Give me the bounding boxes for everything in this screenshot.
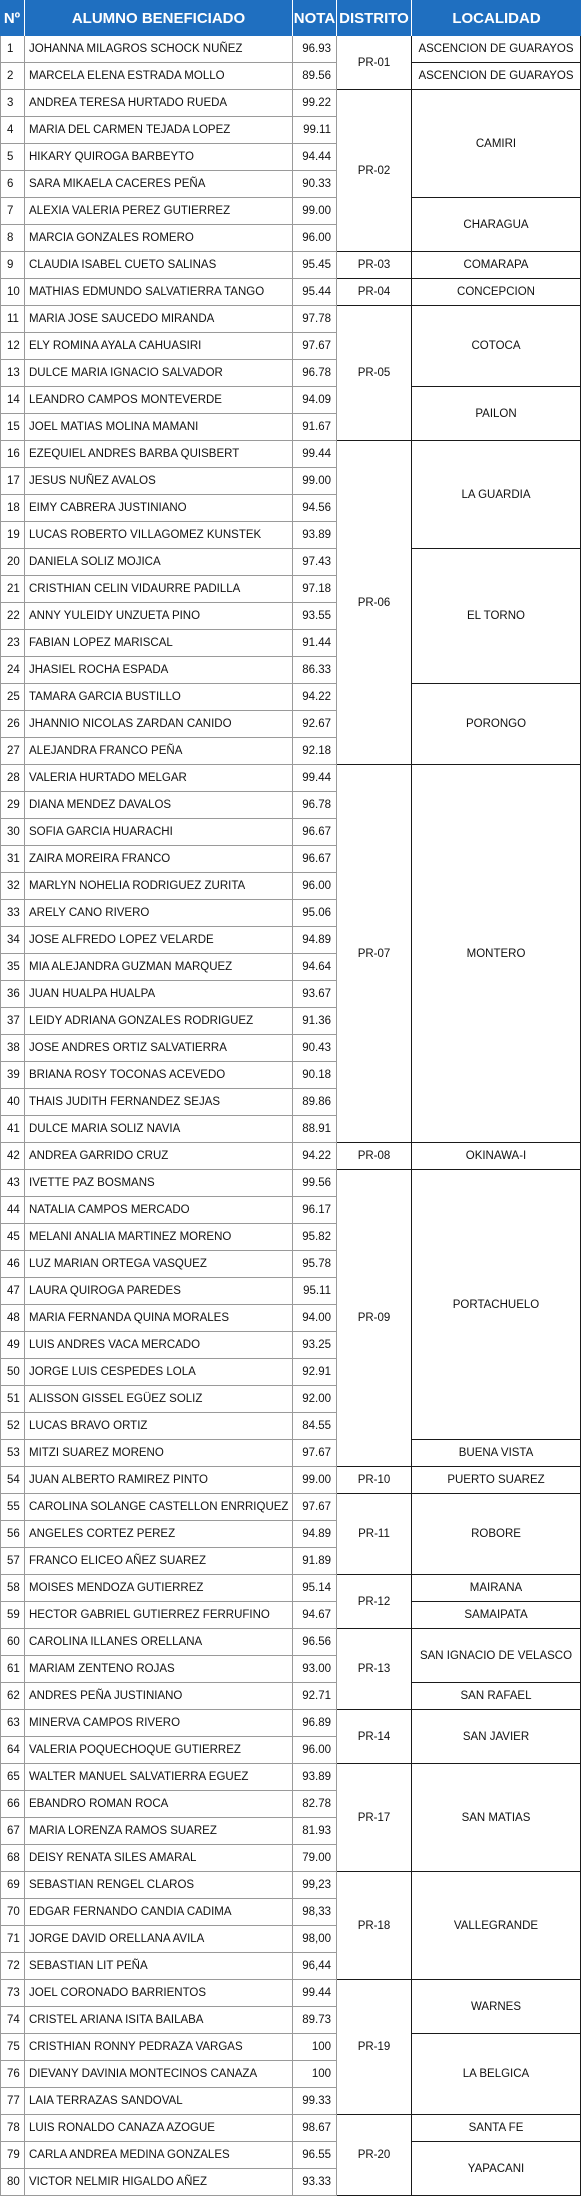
student-name: ANNY YULEIDY UNZUETA PINO bbox=[25, 603, 293, 630]
locality-cell: COTOCA bbox=[412, 306, 581, 387]
student-name: ANDREA GARRIDO CRUZ bbox=[25, 1143, 293, 1170]
student-name: BRIANA ROSY TOCONAS ACEVEDO bbox=[25, 1062, 293, 1089]
locality-cell: PUERTO SUAREZ bbox=[412, 1467, 581, 1494]
district-cell: PR-14 bbox=[337, 1710, 412, 1764]
student-name: MARIA LORENZA RAMOS SUAREZ bbox=[25, 1818, 293, 1845]
row-number: 37 bbox=[0, 1008, 25, 1035]
student-name: SEBASTIAN LIT PEÑA bbox=[25, 1953, 293, 1980]
row-number: 60 bbox=[0, 1629, 25, 1656]
row-number: 80 bbox=[0, 2169, 25, 2196]
row-number: 56 bbox=[0, 1521, 25, 1548]
student-name: ELY ROMINA AYALA CAHUASIRI bbox=[25, 333, 293, 360]
student-name: MARIA DEL CARMEN TEJADA LOPEZ bbox=[25, 117, 293, 144]
locality-cell: LA BELGICA bbox=[412, 2034, 581, 2115]
student-grade: 89.86 bbox=[293, 1089, 337, 1116]
student-grade: 79.00 bbox=[293, 1845, 337, 1872]
row-number: 41 bbox=[0, 1116, 25, 1143]
student-name: CAROLINA ILLANES ORELLANA bbox=[25, 1629, 293, 1656]
row-number: 51 bbox=[0, 1386, 25, 1413]
row-number: 46 bbox=[0, 1251, 25, 1278]
student-grade: 100 bbox=[293, 2034, 337, 2061]
row-number: 1 bbox=[0, 36, 25, 63]
student-name: EDGAR FERNANDO CANDIA CADIMA bbox=[25, 1899, 293, 1926]
student-grade: 97.67 bbox=[293, 1494, 337, 1521]
student-name: MOISES MENDOZA GUTIERREZ bbox=[25, 1575, 293, 1602]
row-number: 39 bbox=[0, 1062, 25, 1089]
row-number: 58 bbox=[0, 1575, 25, 1602]
student-grade: 99.56 bbox=[293, 1170, 337, 1197]
locality-cell: SAN MATIAS bbox=[412, 1764, 581, 1872]
student-grade: 99.44 bbox=[293, 765, 337, 792]
student-name: NATALIA CAMPOS MERCADO bbox=[25, 1197, 293, 1224]
row-number: 54 bbox=[0, 1467, 25, 1494]
student-grade: 96.89 bbox=[293, 1710, 337, 1737]
locality-cell: ASCENCION DE GUARAYOS bbox=[412, 36, 581, 63]
student-grade: 98,00 bbox=[293, 1926, 337, 1953]
student-grade: 93.89 bbox=[293, 1764, 337, 1791]
student-name: MARCIA GONZALES ROMERO bbox=[25, 225, 293, 252]
student-name: IVETTE PAZ BOSMANS bbox=[25, 1170, 293, 1197]
row-number: 32 bbox=[0, 873, 25, 900]
district-cell: PR-11 bbox=[337, 1494, 412, 1575]
row-number: 78 bbox=[0, 2115, 25, 2142]
row-number: 76 bbox=[0, 2061, 25, 2088]
student-name: DEISY RENATA SILES AMARAL bbox=[25, 1845, 293, 1872]
student-name: VALERIA HURTADO MELGAR bbox=[25, 765, 293, 792]
student-name: ALISSON GISSEL EGÜEZ SOLIZ bbox=[25, 1386, 293, 1413]
row-number: 44 bbox=[0, 1197, 25, 1224]
student-grade: 93.00 bbox=[293, 1656, 337, 1683]
row-number: 25 bbox=[0, 684, 25, 711]
student-name: JOEL MATIAS MOLINA MAMANI bbox=[25, 414, 293, 441]
district-cell: PR-07 bbox=[337, 765, 412, 1143]
row-number: 64 bbox=[0, 1737, 25, 1764]
student-name: LAURA QUIROGA PAREDES bbox=[25, 1278, 293, 1305]
locality-cell: SAN IGNACIO DE VELASCO bbox=[412, 1629, 581, 1683]
student-grade: 89.56 bbox=[293, 63, 337, 90]
student-grade: 96.78 bbox=[293, 792, 337, 819]
student-grade: 99.11 bbox=[293, 117, 337, 144]
student-name: EIMY CABRERA JUSTINIANO bbox=[25, 495, 293, 522]
student-name: ANDREA TERESA HURTADO RUEDA bbox=[25, 90, 293, 117]
student-name: CRISTEL ARIANA ISITA BAILABA bbox=[25, 2007, 293, 2034]
student-grade: 95.06 bbox=[293, 900, 337, 927]
locality-cell: CAMIRI bbox=[412, 90, 581, 198]
locality-cell: MONTERO bbox=[412, 765, 581, 1143]
row-number: 11 bbox=[0, 306, 25, 333]
student-grade: 95.78 bbox=[293, 1251, 337, 1278]
student-name: EZEQUIEL ANDRES BARBA QUISBERT bbox=[25, 441, 293, 468]
row-number: 21 bbox=[0, 576, 25, 603]
row-number: 69 bbox=[0, 1872, 25, 1899]
locality-cell: SAN JAVIER bbox=[412, 1710, 581, 1764]
student-name: EBANDRO ROMAN ROCA bbox=[25, 1791, 293, 1818]
student-grade: 94.56 bbox=[293, 495, 337, 522]
row-number: 17 bbox=[0, 468, 25, 495]
row-number: 53 bbox=[0, 1440, 25, 1467]
student-grade: 95.14 bbox=[293, 1575, 337, 1602]
row-number: 23 bbox=[0, 630, 25, 657]
student-name: JHASIEL ROCHA ESPADA bbox=[25, 657, 293, 684]
row-number: 75 bbox=[0, 2034, 25, 2061]
district-cell: PR-19 bbox=[337, 1980, 412, 2115]
district-cell: PR-08 bbox=[337, 1143, 412, 1170]
student-grade: 94.64 bbox=[293, 954, 337, 981]
student-grade: 93.55 bbox=[293, 603, 337, 630]
student-name: TAMARA GARCIA BUSTILLO bbox=[25, 684, 293, 711]
district-cell: PR-05 bbox=[337, 306, 412, 441]
district-cell: PR-01 bbox=[337, 36, 412, 90]
locality-cell: SAMAIPATA bbox=[412, 1602, 581, 1629]
student-grade: 90.43 bbox=[293, 1035, 337, 1062]
student-name: DULCE MARIA IGNACIO SALVADOR bbox=[25, 360, 293, 387]
locality-cell: MAIRANA bbox=[412, 1575, 581, 1602]
row-number: 36 bbox=[0, 981, 25, 1008]
student-grade: 94.89 bbox=[293, 927, 337, 954]
student-grade: 96.56 bbox=[293, 1629, 337, 1656]
row-number: 74 bbox=[0, 2007, 25, 2034]
student-name: CARLA ANDREA MEDINA GONZALES bbox=[25, 2142, 293, 2169]
student-name: CRISTHIAN RONNY PEDRAZA VARGAS bbox=[25, 2034, 293, 2061]
row-number: 48 bbox=[0, 1305, 25, 1332]
student-grade: 93.33 bbox=[293, 2169, 337, 2196]
student-name: JUAN ALBERTO RAMIREZ PINTO bbox=[25, 1467, 293, 1494]
student-name: VICTOR NELMIR HIGALDO AÑEZ bbox=[25, 2169, 293, 2196]
row-number: 7 bbox=[0, 198, 25, 225]
row-number: 40 bbox=[0, 1089, 25, 1116]
row-number: 6 bbox=[0, 171, 25, 198]
student-name: SARA MIKAELA CACERES PEÑA bbox=[25, 171, 293, 198]
row-number: 5 bbox=[0, 144, 25, 171]
student-name: JUAN HUALPA HUALPA bbox=[25, 981, 293, 1008]
student-name: JHANNIO NICOLAS ZARDAN CANIDO bbox=[25, 711, 293, 738]
district-cell: PR-02 bbox=[337, 90, 412, 252]
row-number: 16 bbox=[0, 441, 25, 468]
student-name: CRISTHIAN CELIN VIDAURRE PADILLA bbox=[25, 576, 293, 603]
student-grade: 94.22 bbox=[293, 684, 337, 711]
student-name: MARLYN NOHELIA RODRIGUEZ ZURITA bbox=[25, 873, 293, 900]
student-grade: 100 bbox=[293, 2061, 337, 2088]
student-name: WALTER MANUEL SALVATIERRA EGUEZ bbox=[25, 1764, 293, 1791]
locality-cell: EL TORNO bbox=[412, 549, 581, 684]
district-cell: PR-12 bbox=[337, 1575, 412, 1629]
student-grade: 92.18 bbox=[293, 738, 337, 765]
header-num: Nº bbox=[0, 0, 25, 36]
district-cell: PR-03 bbox=[337, 252, 412, 279]
locality-cell: CHARAGUA bbox=[412, 198, 581, 252]
student-name: ARELY CANO RIVERO bbox=[25, 900, 293, 927]
locality-cell: ASCENCION DE GUARAYOS bbox=[412, 63, 581, 90]
row-number: 70 bbox=[0, 1899, 25, 1926]
student-grade: 96.00 bbox=[293, 225, 337, 252]
student-name: MIA ALEJANDRA GUZMAN MARQUEZ bbox=[25, 954, 293, 981]
student-grade: 99,23 bbox=[293, 1872, 337, 1899]
student-grade: 82.78 bbox=[293, 1791, 337, 1818]
student-name: FABIAN LOPEZ MARISCAL bbox=[25, 630, 293, 657]
student-name: DIEVANY DAVINIA MONTECINOS CANAZA bbox=[25, 2061, 293, 2088]
student-grade: 94.67 bbox=[293, 1602, 337, 1629]
student-name: ALEXIA VALERIA PEREZ GUTIERREZ bbox=[25, 198, 293, 225]
student-name: JORGE LUIS CESPEDES LOLA bbox=[25, 1359, 293, 1386]
student-grade: 99.33 bbox=[293, 2088, 337, 2115]
locality-cell: SANTA FE bbox=[412, 2115, 581, 2142]
student-grade: 99.44 bbox=[293, 1980, 337, 2007]
student-name: ANGELES CORTEZ PEREZ bbox=[25, 1521, 293, 1548]
student-name: MATHIAS EDMUNDO SALVATIERRA TANGO bbox=[25, 279, 293, 306]
row-number: 15 bbox=[0, 414, 25, 441]
locality-cell: ROBORE bbox=[412, 1494, 581, 1575]
row-number: 9 bbox=[0, 252, 25, 279]
row-number: 63 bbox=[0, 1710, 25, 1737]
student-name: JOSE ANDRES ORTIZ SALVATIERRA bbox=[25, 1035, 293, 1062]
student-name: CAROLINA SOLANGE CASTELLON ENRRIQUEZ bbox=[25, 1494, 293, 1521]
student-grade: 81.93 bbox=[293, 1818, 337, 1845]
student-grade: 96.00 bbox=[293, 1737, 337, 1764]
district-cell: PR-18 bbox=[337, 1872, 412, 1980]
student-grade: 96.00 bbox=[293, 873, 337, 900]
student-grade: 93.89 bbox=[293, 522, 337, 549]
student-name: HECTOR GABRIEL GUTIERREZ FERRUFINO bbox=[25, 1602, 293, 1629]
row-number: 8 bbox=[0, 225, 25, 252]
header-district: DISTRITO bbox=[337, 0, 412, 36]
student-grade: 95.45 bbox=[293, 252, 337, 279]
student-grade: 97.67 bbox=[293, 1440, 337, 1467]
row-number: 62 bbox=[0, 1683, 25, 1710]
row-number: 66 bbox=[0, 1791, 25, 1818]
row-number: 38 bbox=[0, 1035, 25, 1062]
row-number: 29 bbox=[0, 792, 25, 819]
student-grade: 94.00 bbox=[293, 1305, 337, 1332]
student-grade: 89.73 bbox=[293, 2007, 337, 2034]
student-grade: 93.67 bbox=[293, 981, 337, 1008]
row-number: 72 bbox=[0, 1953, 25, 1980]
row-number: 73 bbox=[0, 1980, 25, 2007]
header-student: ALUMNO BENEFICIADO bbox=[25, 0, 293, 36]
row-number: 59 bbox=[0, 1602, 25, 1629]
student-grade: 99.00 bbox=[293, 468, 337, 495]
row-number: 43 bbox=[0, 1170, 25, 1197]
student-grade: 90.18 bbox=[293, 1062, 337, 1089]
district-cell: PR-13 bbox=[337, 1629, 412, 1710]
locality-cell: PAILON bbox=[412, 387, 581, 441]
student-name: JORGE DAVID ORELLANA AVILA bbox=[25, 1926, 293, 1953]
student-grade: 94.22 bbox=[293, 1143, 337, 1170]
row-number: 28 bbox=[0, 765, 25, 792]
student-name: LEIDY ADRIANA GONZALES RODRIGUEZ bbox=[25, 1008, 293, 1035]
row-number: 65 bbox=[0, 1764, 25, 1791]
row-number: 50 bbox=[0, 1359, 25, 1386]
row-number: 18 bbox=[0, 495, 25, 522]
student-name: LUIS RONALDO CANAZA AZOGUE bbox=[25, 2115, 293, 2142]
student-name: CLAUDIA ISABEL CUETO SALINAS bbox=[25, 252, 293, 279]
header-locality: LOCALIDAD bbox=[412, 0, 581, 36]
student-name: LUCAS ROBERTO VILLAGOMEZ KUNSTEK bbox=[25, 522, 293, 549]
student-grade: 92.91 bbox=[293, 1359, 337, 1386]
student-name: LUCAS BRAVO ORTIZ bbox=[25, 1413, 293, 1440]
student-name: JOEL CORONADO BARRIENTOS bbox=[25, 1980, 293, 2007]
student-name: MINERVA CAMPOS RIVERO bbox=[25, 1710, 293, 1737]
student-grade: 99.22 bbox=[293, 90, 337, 117]
student-grade: 95.82 bbox=[293, 1224, 337, 1251]
row-number: 26 bbox=[0, 711, 25, 738]
student-name: FRANCO ELICEO AÑEZ SUAREZ bbox=[25, 1548, 293, 1575]
student-name: DANIELA SOLIZ MOJICA bbox=[25, 549, 293, 576]
row-number: 35 bbox=[0, 954, 25, 981]
row-number: 31 bbox=[0, 846, 25, 873]
row-number: 2 bbox=[0, 63, 25, 90]
row-number: 27 bbox=[0, 738, 25, 765]
row-number: 3 bbox=[0, 90, 25, 117]
student-grade: 94.09 bbox=[293, 387, 337, 414]
student-grade: 92.00 bbox=[293, 1386, 337, 1413]
row-number: 42 bbox=[0, 1143, 25, 1170]
district-cell: PR-04 bbox=[337, 279, 412, 306]
row-number: 79 bbox=[0, 2142, 25, 2169]
student-name: MARIA JOSE SAUCEDO MIRANDA bbox=[25, 306, 293, 333]
student-name: ANDRES PEÑA JUSTINIANO bbox=[25, 1683, 293, 1710]
student-grade: 92.71 bbox=[293, 1683, 337, 1710]
row-number: 33 bbox=[0, 900, 25, 927]
student-name: VALERIA POQUECHOQUE GUTIERREZ bbox=[25, 1737, 293, 1764]
student-name: DULCE MARIA SOLIZ NAVIA bbox=[25, 1116, 293, 1143]
student-name: ALEJANDRA FRANCO PEÑA bbox=[25, 738, 293, 765]
row-number: 30 bbox=[0, 819, 25, 846]
student-grade: 90.33 bbox=[293, 171, 337, 198]
header-grade: NOTA bbox=[293, 0, 337, 36]
locality-cell: PORTACHUELO bbox=[412, 1170, 581, 1440]
student-grade: 99.00 bbox=[293, 198, 337, 225]
locality-cell: BUENA VISTA bbox=[412, 1440, 581, 1467]
student-name: ZAIRA MOREIRA FRANCO bbox=[25, 846, 293, 873]
student-name: LEANDRO CAMPOS MONTEVERDE bbox=[25, 387, 293, 414]
student-name: DIANA MENDEZ DAVALOS bbox=[25, 792, 293, 819]
row-number: 22 bbox=[0, 603, 25, 630]
row-number: 24 bbox=[0, 657, 25, 684]
student-name: LAIA TERRAZAS SANDOVAL bbox=[25, 2088, 293, 2115]
row-number: 55 bbox=[0, 1494, 25, 1521]
row-number: 77 bbox=[0, 2088, 25, 2115]
student-name: SOFIA GARCIA HUARACHI bbox=[25, 819, 293, 846]
student-grade: 97.67 bbox=[293, 333, 337, 360]
student-grade: 95.11 bbox=[293, 1278, 337, 1305]
row-number: 67 bbox=[0, 1818, 25, 1845]
row-number: 4 bbox=[0, 117, 25, 144]
student-name: MITZI SUAREZ MORENO bbox=[25, 1440, 293, 1467]
student-grade: 96.17 bbox=[293, 1197, 337, 1224]
row-number: 57 bbox=[0, 1548, 25, 1575]
student-name: LUZ MARIAN ORTEGA VASQUEZ bbox=[25, 1251, 293, 1278]
row-number: 12 bbox=[0, 333, 25, 360]
student-grade: 86.33 bbox=[293, 657, 337, 684]
student-grade: 92.67 bbox=[293, 711, 337, 738]
student-grade: 98,33 bbox=[293, 1899, 337, 1926]
student-name: MARIAM ZENTENO ROJAS bbox=[25, 1656, 293, 1683]
student-name: JOHANNA MILAGROS SCHOCK NUÑEZ bbox=[25, 36, 293, 63]
student-name: JESUS NUÑEZ AVALOS bbox=[25, 468, 293, 495]
row-number: 68 bbox=[0, 1845, 25, 1872]
district-cell: PR-06 bbox=[337, 441, 412, 765]
student-grade: 95.44 bbox=[293, 279, 337, 306]
row-number: 71 bbox=[0, 1926, 25, 1953]
locality-cell: LA GUARDIA bbox=[412, 441, 581, 549]
student-name: MARCELA ELENA ESTRADA MOLLO bbox=[25, 63, 293, 90]
student-grade: 94.44 bbox=[293, 144, 337, 171]
row-number: 61 bbox=[0, 1656, 25, 1683]
student-grade: 84.55 bbox=[293, 1413, 337, 1440]
row-number: 20 bbox=[0, 549, 25, 576]
district-cell: PR-10 bbox=[337, 1467, 412, 1494]
student-grade: 99.00 bbox=[293, 1467, 337, 1494]
student-grade: 91.89 bbox=[293, 1548, 337, 1575]
locality-cell: OKINAWA-I bbox=[412, 1143, 581, 1170]
locality-cell: YAPACANI bbox=[412, 2142, 581, 2196]
student-grade: 99.44 bbox=[293, 441, 337, 468]
locality-cell: CONCEPCION bbox=[412, 279, 581, 306]
student-grade: 96.55 bbox=[293, 2142, 337, 2169]
student-name: LUIS ANDRES VACA MERCADO bbox=[25, 1332, 293, 1359]
locality-cell: VALLEGRANDE bbox=[412, 1872, 581, 1980]
student-name: SEBASTIAN RENGEL CLAROS bbox=[25, 1872, 293, 1899]
student-grade: 97.18 bbox=[293, 576, 337, 603]
district-cell: PR-09 bbox=[337, 1170, 412, 1467]
student-grade: 91.44 bbox=[293, 630, 337, 657]
student-grade: 91.67 bbox=[293, 414, 337, 441]
student-name: HIKARY QUIROGA BARBEYTO bbox=[25, 144, 293, 171]
student-grade: 96.67 bbox=[293, 819, 337, 846]
row-number: 49 bbox=[0, 1332, 25, 1359]
student-grade: 98.67 bbox=[293, 2115, 337, 2142]
student-name: THAIS JUDITH FERNANDEZ SEJAS bbox=[25, 1089, 293, 1116]
student-grade: 88.91 bbox=[293, 1116, 337, 1143]
district-cell: PR-20 bbox=[337, 2115, 412, 2196]
student-name: MARIA FERNANDA QUINA MORALES bbox=[25, 1305, 293, 1332]
locality-cell: COMARAPA bbox=[412, 252, 581, 279]
district-cell: PR-17 bbox=[337, 1764, 412, 1872]
row-number: 47 bbox=[0, 1278, 25, 1305]
student-grade: 96.78 bbox=[293, 360, 337, 387]
locality-cell: PORONGO bbox=[412, 684, 581, 765]
row-number: 10 bbox=[0, 279, 25, 306]
locality-cell: WARNES bbox=[412, 1980, 581, 2034]
student-name: JOSE ALFREDO LOPEZ VELARDE bbox=[25, 927, 293, 954]
row-number: 52 bbox=[0, 1413, 25, 1440]
student-name: MELANI ANALIA MARTINEZ MORENO bbox=[25, 1224, 293, 1251]
student-grade: 96,44 bbox=[293, 1953, 337, 1980]
row-number: 19 bbox=[0, 522, 25, 549]
student-grade: 96.67 bbox=[293, 846, 337, 873]
student-grade: 97.78 bbox=[293, 306, 337, 333]
student-grade: 94.89 bbox=[293, 1521, 337, 1548]
row-number: 14 bbox=[0, 387, 25, 414]
student-grade: 96.93 bbox=[293, 36, 337, 63]
student-grade: 91.36 bbox=[293, 1008, 337, 1035]
locality-cell: SAN RAFAEL bbox=[412, 1683, 581, 1710]
student-grade: 97.43 bbox=[293, 549, 337, 576]
row-number: 34 bbox=[0, 927, 25, 954]
student-grade: 93.25 bbox=[293, 1332, 337, 1359]
row-number: 13 bbox=[0, 360, 25, 387]
row-number: 45 bbox=[0, 1224, 25, 1251]
